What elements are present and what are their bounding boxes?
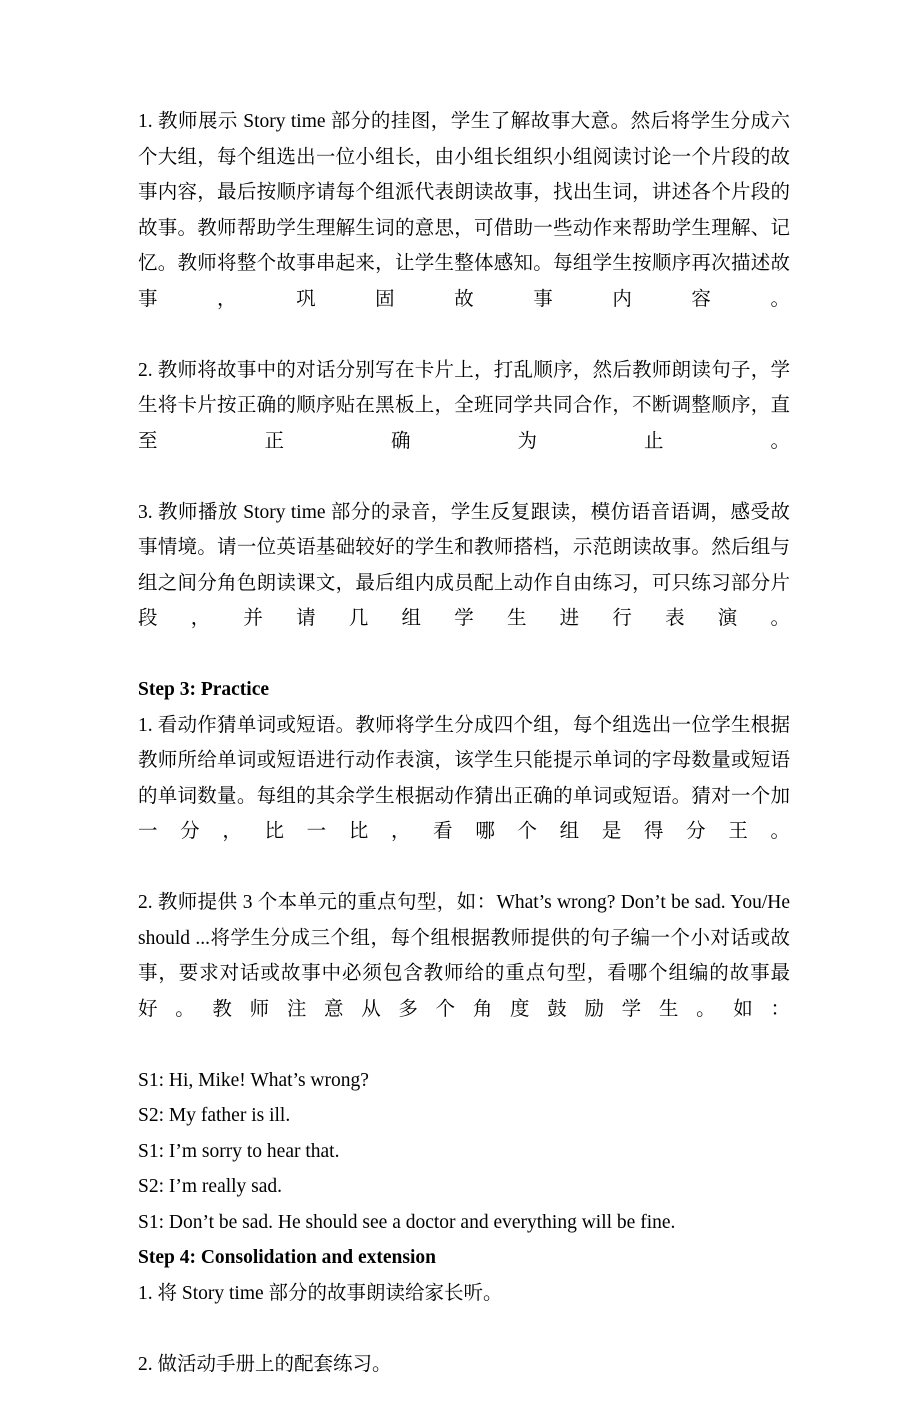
dialogue-line-2: S2: My father is ill. (138, 1105, 291, 1126)
paragraph-step2-item1: 1. 教师展示 Story time 部分的挂图，学生了解故事大意。然后将学生分成六个大组，每个组选出一位小组长，由小组长组织小组阅读讨论一个片段的故事内容，最后按顺序请每个组派代表朗读故事，找出生词，讲述各个片段的故事。教师帮助学生理解生词的意思，可借助一些动作来帮助学生理解、记忆。教师将整个故事串起来，让学生整体感知。每组学生按顺序再次描述故事，巩固故事内容。 (138, 111, 790, 310)
paragraph-step2-item3: 3. 教师播放 Story time 部分的录音，学生反复跟读，模仿语音语调，感受故事情境。请一位英语基础较好的学生和教师搭档，示范朗读故事。然后组与组之间分角色朗读课文，最后组内成员配上动作自由练习，可只练习部分片段，并请几组学生进行表演。 (138, 501, 790, 629)
heading-step-4-consolidation-and-extension: Step 4: Consolidation and extension (138, 1247, 436, 1268)
paragraph-step3-item1: 1. 看动作猜单词或短语。教师将学生分成四个组，每个组选出一位学生根据教师所给单词或短语进行动作表演，该学生只能提示单词的字母数量或短语的单词数量。每组的其余学生根据动作猜出正确的单词或短语。猜对一个加一分，比一比，看哪个组是得分王。 (138, 714, 790, 842)
paragraph-step4-item2: 2. 做活动手册上的配套练习。 (138, 1353, 392, 1375)
dialogue-line-1: S1: Hi, Mike! What’s wrong? (138, 1069, 369, 1091)
paragraph-step2-item2: 2. 教师将故事中的对话分别写在卡片上，打乱顺序，然后教师朗读句子，学生将卡片按正确的顺序贴在黑板上，全班同学共同合作，不断调整顺序，直至正确为止。 (138, 359, 790, 452)
dialogue-line-4: S2: I’m really sad. (138, 1176, 283, 1197)
dialogue-line-3: S1: I’m sorry to hear that. (138, 1140, 340, 1162)
heading-step-3-practice: Step 3: Practice (138, 679, 270, 700)
paragraph-step4-item1: 1. 将 Story time 部分的故事朗读给家长听。 (138, 1282, 503, 1304)
document-body (138, 104, 790, 1418)
dialogue-line-5: S1: Don’t be sad. He should see a doctor and everything will be fine. (138, 1211, 676, 1233)
paragraph-step3-item2: 2. 教师提供 3 个本单元的重点句型，如：What’s wrong? Don’t be sad. You/He should ...将学生分成三个组，每个组根据教师提供的句子编一个小对话或故事，要求对话或故事中必须包含教师给的重点句型，看哪个组编的故事最好。教师注意从多个角度鼓励学生。如： (138, 892, 790, 1020)
